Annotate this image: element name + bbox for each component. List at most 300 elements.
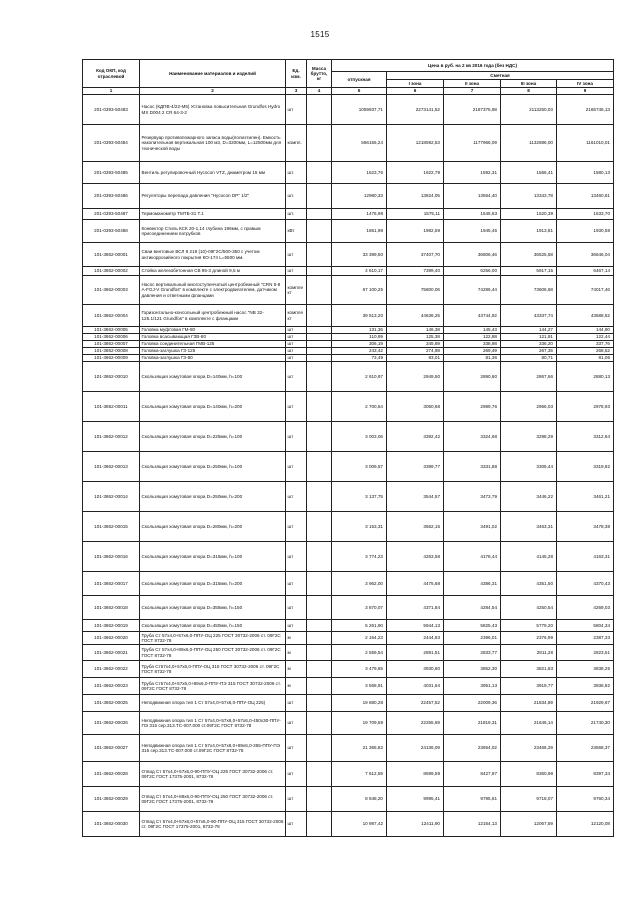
table-row <box>83 162 614 184</box>
price-zone3: 4145,28 <box>501 542 557 572</box>
item-code: 201-0393-50488 <box>83 220 140 243</box>
price-otpusk: 39 513,20 <box>332 305 387 327</box>
item-mass <box>307 276 332 305</box>
item-code: 101-3862-00030 <box>83 812 140 837</box>
item-code: 101-3862-00018 <box>83 596 140 620</box>
price-zone4: 43588,52 <box>557 305 614 327</box>
header-zone3: III зона <box>501 80 557 88</box>
price-zone2: 4386,31 <box>444 572 501 596</box>
price-table <box>82 59 614 837</box>
price-otpusk: 1476,98 <box>332 209 387 220</box>
price-otpusk: 5 261,90 <box>332 620 387 632</box>
header-zone4: IV зона <box>557 80 614 88</box>
item-name: Отвод Ст 57х4,0+89х6,0-90-ППУ-ОЦ 250 ГОСТ 30732-2006 ст. 09Г2С ГОСТ 17375-2001, 8732-78 <box>140 787 286 812</box>
item-name: Головка муфтовая ГМ-80 <box>140 327 286 334</box>
price-zone4: 74017,46 <box>557 276 614 305</box>
item-unit: шт <box>286 95 307 125</box>
item-name: Насос (КДПВ-4/22-М5) Установка повысительная Grundfos Hydro MX D004 2 CR 64-3-2 <box>140 95 286 125</box>
price-zone1: 1575,11 <box>387 209 444 220</box>
price-zone1: 22265,69 <box>387 712 444 735</box>
item-mass <box>307 355 332 362</box>
price-otpusk: 243,42 <box>332 348 387 355</box>
price-zone3: 1913,81 <box>501 220 557 243</box>
price-zone4: 1161010,01 <box>557 125 614 162</box>
item-name: Труба Ст 57х4,0+57х6,0-ППУ-ОЦ 225 ГОСТ 30732-2006 ст. 09Г2С ГОСТ 8732-78 <box>140 632 286 645</box>
price-zone4: 9760,34 <box>557 787 614 812</box>
item-code: 101-3862-00025 <box>83 695 140 712</box>
price-zone4: 81,06 <box>557 355 614 362</box>
header-zone2: II зона <box>444 80 501 88</box>
price-zone1: 5944,13 <box>387 620 444 632</box>
price-otpusk: 12980,33 <box>332 184 387 209</box>
item-mass <box>307 392 332 422</box>
price-zone2: 1945,45 <box>444 220 501 243</box>
item-name: Термоманометр ТМТБ-31 Т.1 <box>140 209 286 220</box>
column-numbers-row <box>83 88 614 95</box>
price-zone2: 3331,88 <box>444 452 501 482</box>
table-row <box>83 327 614 334</box>
price-zone4: 144,90 <box>557 327 614 334</box>
price-zone3: 12067,59 <box>501 812 557 837</box>
item-code: 101-3862-00003 <box>83 276 140 305</box>
price-zone1: 274,98 <box>387 348 444 355</box>
item-unit: шт <box>286 542 307 572</box>
item-unit: шт <box>286 620 307 632</box>
price-zone3: 2376,99 <box>501 632 557 645</box>
item-mass <box>307 267 332 276</box>
item-name: Скользящая хомутовая опора D=315мм, h=100 <box>140 542 286 572</box>
item-unit: шт <box>286 512 307 542</box>
table-body <box>83 95 614 837</box>
price-zone4: 5804,34 <box>557 620 614 632</box>
price-otpusk: 10 987,42 <box>332 812 387 837</box>
price-zone3: 144,27 <box>501 327 557 334</box>
header-unit: Ед. изм. <box>286 60 307 88</box>
price-zone1: 3930,80 <box>387 661 444 678</box>
price-zone3: 3446,22 <box>501 482 557 512</box>
price-zone2: 3852,30 <box>444 661 501 678</box>
price-zone1: 4371,84 <box>387 596 444 620</box>
item-name: Труба Ст57х4,0+57х6,0+89х6,0-ППУ-ПЭ 315 ГОСТ 30732-2006 ст. 09Г2С ГОСТ 8732-78 <box>140 678 286 695</box>
price-otpusk: 3 962,00 <box>332 572 387 596</box>
price-otpusk: 1861,98 <box>332 220 387 243</box>
price-otpusk: 3 479,65 <box>332 661 387 678</box>
price-zone4: 2880,13 <box>557 362 614 392</box>
item-name: Скользящая хомутовая опора D=280мм, h=200 <box>140 512 286 542</box>
price-zone3: 336,20 <box>501 341 557 348</box>
item-unit: шт <box>286 355 307 362</box>
item-mass <box>307 184 332 209</box>
price-zone2: 3473,79 <box>444 482 501 512</box>
item-name: Головка всасывающая ГЗВ-80 <box>140 334 286 341</box>
item-name: Труба Ст57х4,0+57х6,0-ППУ-ОЦ 315 ГОСТ 30732-2006 ст. 09Г2С ГОСТ 8732-78 <box>140 661 286 678</box>
item-name: Неподвижная опора тип 1 Ст 57х4,0+57х6,0+57х6,0-450х30-ППУ-ПЭ 315 сер.313.ТС-007.000 ст.09Г2С ГОСТ 8732-78 <box>140 712 286 735</box>
item-unit: шт <box>286 327 307 334</box>
item-mass <box>307 305 332 327</box>
price-zone3: 2966,03 <box>501 392 557 422</box>
table-row <box>83 243 614 267</box>
header-price-title: Цена в руб. на 2 кв 2016 года (без НДС) <box>332 60 614 72</box>
item-unit: шт. <box>286 184 307 209</box>
item-name: Вентиль регулировочный Hycocon VTZ, диаметром 15 мм <box>140 162 286 184</box>
item-name: Труба Ст 57х4,0+89х6,0-ППУ-ОЦ 250 ГОСТ 30732-2006 ст. 09Г2С ГОСТ 8732-78 <box>140 645 286 661</box>
item-code: 101-3862-00015 <box>83 512 140 542</box>
price-otpusk: 566156,24 <box>332 125 387 162</box>
column-number: 4 <box>307 88 332 95</box>
price-otpusk: 3 774,23 <box>332 542 387 572</box>
column-number: 3 <box>286 88 307 95</box>
item-unit: шт <box>286 712 307 735</box>
item-name: Отвод Ст 57х4,0+57х6,0+57х6,0-90-ППУ-ОЦ 315 ГОСТ 30732-2006 ст. 09Г2С ГОСТ 17375-2001, 8732-78 <box>140 812 286 837</box>
price-zone2: 13564,40 <box>444 184 501 209</box>
item-name: Головка-заглушка ГЗ-80 <box>140 355 286 362</box>
table-row <box>83 362 614 392</box>
price-zone1: 3392,42 <box>387 422 444 452</box>
item-mass <box>307 125 332 162</box>
item-mass <box>307 95 332 125</box>
price-zone1: 44636,25 <box>387 305 444 327</box>
column-number: 9 <box>557 88 614 95</box>
item-unit: шт <box>286 341 307 348</box>
price-zone3: 5917,15 <box>501 267 557 276</box>
price-otpusk: 8 848,20 <box>332 787 387 812</box>
price-zone2: 6256,00 <box>444 267 501 276</box>
item-mass <box>307 422 332 452</box>
price-zone3: 1520,39 <box>501 209 557 220</box>
price-zone4: 4163,31 <box>557 542 614 572</box>
price-otpusk: 110,99 <box>332 334 387 341</box>
price-zone2: 23654,02 <box>444 735 501 762</box>
price-zone4: 3312,64 <box>557 422 614 452</box>
item-unit: шт <box>286 267 307 276</box>
price-otpusk: 33 399,50 <box>332 243 387 267</box>
price-zone1: 12411,90 <box>387 812 444 837</box>
price-zone2: 1592,31 <box>444 162 501 184</box>
item-code: 101-3862-00010 <box>83 362 140 392</box>
table-row <box>83 334 614 341</box>
price-otpusk: 3 870,07 <box>332 596 387 620</box>
price-zone4: 268,52 <box>557 348 614 355</box>
price-otpusk: 21 365,82 <box>332 735 387 762</box>
price-otpusk: 19 709,59 <box>332 712 387 735</box>
header-zone1: I зона <box>387 80 444 88</box>
price-zone2: 81,36 <box>444 355 501 362</box>
item-name: Сваи винтовые ВСЛ 8 219 (10)-09Г2С/500-350 с учетом антикоррозийного покрытия КО-174 L=5500 мм. <box>140 243 286 267</box>
item-code: 201-0393-50487 <box>83 209 140 220</box>
price-otpusk: 2 164,23 <box>332 632 387 645</box>
price-zone3: 4351,50 <box>501 572 557 596</box>
price-zone4: 13460,61 <box>557 184 614 209</box>
item-name: Скользящая хомутовая опора D=140мм, h=200 <box>140 392 286 422</box>
price-zone4: 21740,30 <box>557 712 614 735</box>
item-mass <box>307 162 332 184</box>
price-zone4: 2978,93 <box>557 392 614 422</box>
price-zone4: 2387,33 <box>557 632 614 645</box>
table-row <box>83 184 614 209</box>
item-unit: м <box>286 632 307 645</box>
price-zone2: 4178,44 <box>444 542 501 572</box>
price-zone3: 2811,28 <box>501 645 557 661</box>
item-code: 101-3862-00009 <box>83 355 140 362</box>
table-row <box>83 512 614 542</box>
price-otpusk: 2 559,54 <box>332 645 387 661</box>
item-unit: шт <box>286 243 307 267</box>
item-name: Отвод Ст 57х4,0+57х6,0-90-ППУ-ОЦ 225 ГОСТ 30732-2006 ст. 09Г2С ГОСТ 17375-2001, 8732-78 <box>140 762 286 787</box>
item-name: Неподвижная опора тип 1 Ст 57х4,0+57х6,0+89х6,0-355-ППУ-ПЭ 315 сер.313.ТС-007.000 ст.09Г2С ГОСТ 8732-78 <box>140 735 286 762</box>
item-code: 101-3862-00006 <box>83 334 140 341</box>
price-zone3: 1566,41 <box>501 162 557 184</box>
item-name: Горизонтально-консольный центробежный насос "NB 32-125.1/121 Grundfos" в комплекте с фланцами <box>140 305 286 327</box>
price-zone4: 6467,14 <box>557 267 614 276</box>
item-mass <box>307 596 332 620</box>
item-code: 101-3862-00001 <box>83 243 140 267</box>
item-name: Скользящая хомутовая опора D=250мм, h=200 <box>140 482 286 512</box>
price-zone4: 3478,38 <box>557 512 614 542</box>
price-otpusk: 7 612,59 <box>332 762 387 787</box>
item-unit: шт <box>286 482 307 512</box>
price-zone1: 8599,59 <box>387 762 444 787</box>
price-zone4: 21929,67 <box>557 695 614 712</box>
price-zone1: 2949,50 <box>387 362 444 392</box>
item-mass <box>307 632 332 645</box>
item-unit: шт <box>286 362 307 392</box>
table-row <box>83 712 614 735</box>
price-zone1: 9995,41 <box>387 787 444 812</box>
price-zone1: 37407,70 <box>387 243 444 267</box>
table-row <box>83 452 614 482</box>
price-zone3: 2867,66 <box>501 362 557 392</box>
item-mass <box>307 695 332 712</box>
item-mass <box>307 645 332 661</box>
item-code: 101-3862-00028 <box>83 762 140 787</box>
price-zone3: 9718,07 <box>501 787 557 812</box>
item-unit: м <box>286 678 307 695</box>
price-zone2: 9795,61 <box>444 787 501 812</box>
item-unit: шт <box>286 452 307 482</box>
item-name: Головка-заглушка ГЗ-125 <box>140 348 286 355</box>
column-number: 2 <box>140 88 286 95</box>
price-zone1: 3050,68 <box>387 392 444 422</box>
price-zone1: 1218592,53 <box>387 125 444 162</box>
item-unit: м <box>286 661 307 678</box>
table-row <box>83 678 614 695</box>
price-zone3: 121,91 <box>501 334 557 341</box>
price-zone2: 2890,60 <box>444 362 501 392</box>
item-mass <box>307 482 332 512</box>
item-mass <box>307 220 332 243</box>
item-mass <box>307 678 332 695</box>
item-code: 101-3862-00027 <box>83 735 140 762</box>
item-mass <box>307 243 332 267</box>
column-number: 7 <box>444 88 501 95</box>
price-zone2: 21819,31 <box>444 712 501 735</box>
price-zone1: 13824,05 <box>387 184 444 209</box>
item-unit: компле кт <box>286 305 307 327</box>
item-code: 101-3862-00013 <box>83 452 140 482</box>
item-mass <box>307 341 332 348</box>
item-code: 201-0393-50483 <box>83 95 140 125</box>
item-name: Неподвижная опора тип 1 Ст 57х4,0+57х6,0-ППУ-ОЦ 225) <box>140 695 286 712</box>
price-zone3: 13343,78 <box>501 184 557 209</box>
header-smetnaya: Сметная <box>387 72 614 80</box>
price-zone4: 3319,82 <box>557 452 614 482</box>
price-zone2: 2833,77 <box>444 645 501 661</box>
item-code: 101-3862-00023 <box>83 678 140 695</box>
item-mass <box>307 762 332 787</box>
price-otpusk: 3 153,31 <box>332 512 387 542</box>
price-zone3: 267,35 <box>501 348 557 355</box>
price-zone1: 3544,57 <box>387 482 444 512</box>
table-row <box>83 645 614 661</box>
price-zone4: 2165746,13 <box>557 95 614 125</box>
price-otpusk: 3 009,57 <box>332 452 387 482</box>
page-number: 1515 <box>310 30 330 39</box>
price-otpusk: 4 610,17 <box>332 267 387 276</box>
price-zone4: 8397,34 <box>557 762 614 787</box>
item-name: Скользящая хомутовая опора D=315мм, h=200 <box>140 572 286 596</box>
price-zone1: 3399,77 <box>387 452 444 482</box>
price-zone3: 73606,68 <box>501 276 557 305</box>
column-number: 5 <box>332 88 387 95</box>
item-name: Скользящая хомутовая опора D=250мм, h=100 <box>140 452 286 482</box>
price-zone2: 3324,68 <box>444 422 501 452</box>
price-zone2: 145,43 <box>444 327 501 334</box>
item-code: 101-3862-00011 <box>83 392 140 422</box>
price-zone1: 1622,79 <box>387 162 444 184</box>
item-code: 101-3862-00007 <box>83 341 140 348</box>
price-zone3: 3305,44 <box>501 452 557 482</box>
item-name: Регуляторы перепада давления "Hycocon DP" 1/2" <box>140 184 286 209</box>
price-otpusk: 131,36 <box>332 327 387 334</box>
item-mass <box>307 735 332 762</box>
table-row <box>83 762 614 787</box>
price-zone4: 1580,13 <box>557 162 614 184</box>
price-zone4: 12120,08 <box>557 812 614 837</box>
price-zone2: 12164,13 <box>444 812 501 837</box>
price-otpusk: 1523,76 <box>332 162 387 184</box>
table-row <box>83 482 614 512</box>
price-zone4: 3936,82 <box>557 678 614 695</box>
price-otpusk: 1059937,71 <box>332 95 387 125</box>
item-code: 101-3862-00008 <box>83 348 140 355</box>
table-row <box>83 596 614 620</box>
item-code: 101-3862-00019 <box>83 620 140 632</box>
header-name: Наименование материалов и изделий <box>140 60 286 88</box>
item-code: 101-3862-00022 <box>83 661 140 678</box>
item-name: Конвектор Стиль КСК 20-1,14 глубина 196мм, с правым присоединением патрубков <box>140 220 286 243</box>
item-code: 101-3862-00005 <box>83 327 140 334</box>
item-code: 201-0393-50486 <box>83 184 140 209</box>
price-zone3: 3919,77 <box>501 678 557 695</box>
price-otpusk: 67 100,25 <box>332 276 387 305</box>
item-code: 201-0393-50485 <box>83 162 140 184</box>
item-name: Резервуар противопожарного запаса воды(полиэтилен). Емкость накопительная вертикальная 100 м3, D=3200мм, L=12500мм для технической воды <box>140 125 286 162</box>
price-zone3: 80,71 <box>501 355 557 362</box>
item-unit: шт <box>286 392 307 422</box>
item-unit: шт <box>286 334 307 341</box>
price-zone4: 122,44 <box>557 334 614 341</box>
price-zone1: 22457,52 <box>387 695 444 712</box>
column-number: 6 <box>387 88 444 95</box>
price-zone3: 3821,83 <box>501 661 557 678</box>
table-row <box>83 209 614 220</box>
price-zone3: 3463,31 <box>501 512 557 542</box>
item-code: 101-3862-00029 <box>83 787 140 812</box>
price-zone1: 3562,15 <box>387 512 444 542</box>
table-row <box>83 125 614 162</box>
price-zone4: 1930,58 <box>557 220 614 243</box>
price-otpusk: 306,19 <box>332 341 387 348</box>
item-code: 101-3862-00016 <box>83 542 140 572</box>
item-mass <box>307 572 332 596</box>
price-otpusk: 2 700,54 <box>332 392 387 422</box>
item-unit: шт <box>286 422 307 452</box>
table-row <box>83 355 614 362</box>
price-zone1: 146,38 <box>387 327 444 334</box>
table-row <box>83 267 614 276</box>
item-unit: шт <box>286 735 307 762</box>
price-otpusk: 3 137,75 <box>332 482 387 512</box>
price-zone4: 36646,04 <box>557 243 614 267</box>
price-zone2: 1177966,09 <box>444 125 501 162</box>
item-code: 101-3862-00014 <box>83 482 140 512</box>
table-row <box>83 735 614 762</box>
item-name: Скользящая хомутовая опора D=225мм, h=100 <box>140 422 286 452</box>
price-otpusk: 19 880,28 <box>332 695 387 712</box>
table-row <box>83 305 614 327</box>
price-otpusk: 3 003,06 <box>332 422 387 452</box>
price-zone3: 3298,29 <box>501 422 557 452</box>
price-zone2: 2396,01 <box>444 632 501 645</box>
item-unit: шт. <box>286 209 307 220</box>
price-zone2: 36806,46 <box>444 243 501 267</box>
table-row <box>83 661 614 678</box>
item-unit: шт <box>286 762 307 787</box>
item-unit: шт <box>286 695 307 712</box>
table-row <box>83 422 614 452</box>
price-zone2: 122,88 <box>444 334 501 341</box>
item-code: 101-3862-00002 <box>83 267 140 276</box>
header-otpusk: отпускная <box>332 72 387 88</box>
price-zone2: 8427,97 <box>444 762 501 787</box>
price-zone4: 1533,70 <box>557 209 614 220</box>
item-mass <box>307 348 332 355</box>
item-unit: шт <box>286 812 307 837</box>
table-row <box>83 392 614 422</box>
item-name: Головка соединительная ГМВ-125 <box>140 341 286 348</box>
price-zone4: 4370,43 <box>557 572 614 596</box>
table-row <box>83 341 614 348</box>
price-zone3: 43337,74 <box>501 305 557 327</box>
item-mass <box>307 661 332 678</box>
item-mass <box>307 542 332 572</box>
table-row <box>83 812 614 837</box>
table-row <box>83 220 614 243</box>
item-name: Скользящая хомутовая опора D=450мм, h=150 <box>140 620 286 632</box>
header-mass: Масса брутто, кг <box>307 60 332 88</box>
item-mass <box>307 620 332 632</box>
table-row <box>83 695 614 712</box>
price-zone2: 22009,36 <box>444 695 501 712</box>
price-zone4: 3461,21 <box>557 482 614 512</box>
price-zone4: 23568,37 <box>557 735 614 762</box>
price-zone4: 337,76 <box>557 341 614 348</box>
table-row <box>83 348 614 355</box>
price-zone3: 8360,98 <box>501 762 557 787</box>
price-zone2: 2187375,98 <box>444 95 501 125</box>
price-zone3: 4250,54 <box>501 596 557 620</box>
price-zone3: 36525,58 <box>501 243 557 267</box>
